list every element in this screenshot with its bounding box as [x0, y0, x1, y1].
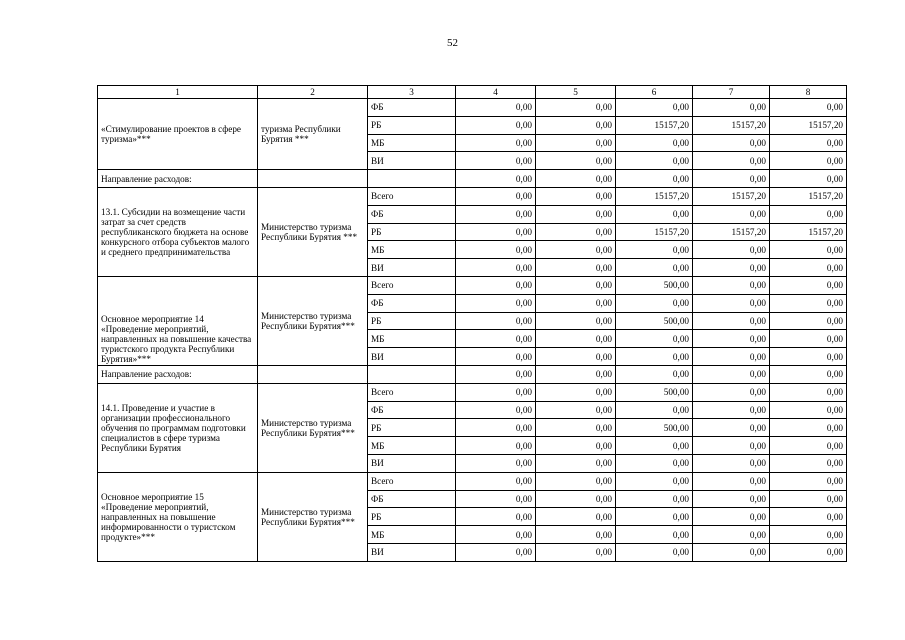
funding-source: РБ — [368, 419, 456, 437]
value-cell: 0,00 — [693, 276, 770, 294]
value-cell: 0,00 — [693, 152, 770, 170]
value-cell: 0,00 — [536, 134, 616, 152]
value-cell: 15157,20 — [693, 187, 770, 205]
activity-name: 13.1. Субсидии на возмещение части затрат за счет средств республиканского бюджета на основе конкурсного отбора субъектов малого и среднего предпринимательства — [98, 187, 258, 276]
value-cell: 0,00 — [536, 276, 616, 294]
value-cell: 0,00 — [693, 170, 770, 188]
funding-source: МБ — [368, 437, 456, 455]
table-row — [98, 99, 847, 117]
value-cell: 0,00 — [770, 134, 847, 152]
executor-cell — [258, 170, 368, 188]
executor-name: Министерство туризма Республики Бурятия*** — [258, 472, 368, 561]
funding-source: ВИ — [368, 348, 456, 366]
funding-source: МБ — [368, 526, 456, 544]
value-cell: 500,00 — [616, 312, 693, 330]
value-cell: 0,00 — [536, 508, 616, 526]
value-cell: 0,00 — [616, 99, 693, 117]
value-cell: 0,00 — [456, 472, 536, 490]
header-cell: 7 — [693, 86, 770, 99]
value-cell: 0,00 — [693, 205, 770, 223]
value-cell: 0,00 — [456, 508, 536, 526]
funding-source: Всего — [368, 187, 456, 205]
value-cell: 0,00 — [616, 526, 693, 544]
source-cell — [368, 170, 456, 188]
value-cell: 0,00 — [693, 330, 770, 348]
value-cell: 0,00 — [693, 437, 770, 455]
value-cell: 0,00 — [693, 543, 770, 561]
value-cell: 0,00 — [693, 419, 770, 437]
value-cell: 0,00 — [536, 383, 616, 401]
funding-source: ФБ — [368, 99, 456, 117]
header-cell: 2 — [258, 86, 368, 99]
value-cell: 0,00 — [616, 152, 693, 170]
value-cell: 0,00 — [770, 383, 847, 401]
value-cell: 0,00 — [770, 365, 847, 383]
value-cell: 0,00 — [693, 508, 770, 526]
value-cell: 0,00 — [536, 223, 616, 241]
header-cell: 4 — [456, 86, 536, 99]
page-number: 52 — [447, 37, 458, 49]
value-cell: 0,00 — [536, 170, 616, 188]
funding-source: МБ — [368, 134, 456, 152]
value-cell: 0,00 — [770, 526, 847, 544]
value-cell: 0,00 — [456, 259, 536, 277]
funding-source: ВИ — [368, 543, 456, 561]
value-cell: 0,00 — [693, 294, 770, 312]
executor-name: Министерство туризма Республики Бурятия *** — [258, 187, 368, 276]
funding-source: Всего — [368, 472, 456, 490]
value-cell: 0,00 — [770, 241, 847, 259]
value-cell: 0,00 — [536, 259, 616, 277]
executor-cell — [258, 365, 368, 383]
value-cell: 0,00 — [616, 490, 693, 508]
funding-source: Всего — [368, 276, 456, 294]
value-cell: 0,00 — [456, 223, 536, 241]
funding-source: РБ — [368, 508, 456, 526]
activity-name: Основное мероприятие 14 «Проведение мероприятий, направленных на повышение качества туристского продукта Республики Бурятия»*** — [98, 276, 258, 365]
value-cell: 0,00 — [456, 401, 536, 419]
value-cell: 0,00 — [536, 205, 616, 223]
value-cell: 0,00 — [770, 205, 847, 223]
funding-source: ВИ — [368, 454, 456, 472]
value-cell: 0,00 — [536, 152, 616, 170]
value-cell: 0,00 — [770, 543, 847, 561]
value-cell: 0,00 — [770, 472, 847, 490]
value-cell: 0,00 — [616, 437, 693, 455]
activity-name: «Стимулирование проектов в сфере туризма»*** — [98, 99, 258, 170]
value-cell: 0,00 — [616, 170, 693, 188]
value-cell: 0,00 — [536, 472, 616, 490]
value-cell: 0,00 — [536, 330, 616, 348]
value-cell: 0,00 — [456, 116, 536, 134]
value-cell: 0,00 — [770, 294, 847, 312]
value-cell: 0,00 — [616, 330, 693, 348]
value-cell: 0,00 — [616, 365, 693, 383]
activity-name: Основное мероприятие 15 «Проведение мероприятий, направленных на повышение информированности о туристском продукте»*** — [98, 472, 258, 561]
value-cell: 15157,20 — [616, 187, 693, 205]
value-cell: 0,00 — [693, 454, 770, 472]
value-cell: 0,00 — [770, 437, 847, 455]
header-cell: 8 — [770, 86, 847, 99]
value-cell: 0,00 — [456, 312, 536, 330]
value-cell: 0,00 — [616, 508, 693, 526]
value-cell: 15157,20 — [616, 223, 693, 241]
value-cell: 0,00 — [456, 543, 536, 561]
value-cell: 0,00 — [536, 419, 616, 437]
header-cell: 6 — [616, 86, 693, 99]
value-cell: 0,00 — [770, 490, 847, 508]
value-cell: 0,00 — [456, 419, 536, 437]
value-cell: 0,00 — [536, 365, 616, 383]
budget-table — [97, 85, 847, 562]
value-cell: 0,00 — [456, 152, 536, 170]
value-cell: 0,00 — [693, 259, 770, 277]
direction-row — [98, 365, 847, 383]
value-cell: 0,00 — [770, 276, 847, 294]
value-cell: 0,00 — [616, 472, 693, 490]
header-cell: 5 — [536, 86, 616, 99]
direction-row — [98, 170, 847, 188]
value-cell: 0,00 — [456, 526, 536, 544]
value-cell: 0,00 — [616, 454, 693, 472]
funding-source: РБ — [368, 223, 456, 241]
table-row — [98, 472, 847, 490]
value-cell: 0,00 — [770, 454, 847, 472]
executor-name: Министерство туризма Республики Бурятия*** — [258, 383, 368, 472]
value-cell: 0,00 — [456, 383, 536, 401]
value-cell: 0,00 — [770, 508, 847, 526]
value-cell: 0,00 — [536, 437, 616, 455]
executor-name: Министерство туризма Республики Бурятия*** — [258, 276, 368, 365]
funding-source: РБ — [368, 116, 456, 134]
value-cell: 0,00 — [456, 490, 536, 508]
source-cell — [368, 365, 456, 383]
value-cell: 0,00 — [456, 365, 536, 383]
funding-source: ВИ — [368, 259, 456, 277]
value-cell: 0,00 — [456, 187, 536, 205]
value-cell: 0,00 — [693, 383, 770, 401]
direction-label: Направление расходов: — [98, 170, 258, 188]
value-cell: 0,00 — [616, 401, 693, 419]
value-cell: 0,00 — [456, 99, 536, 117]
funding-source: ФБ — [368, 294, 456, 312]
value-cell: 0,00 — [693, 134, 770, 152]
value-cell: 0,00 — [456, 437, 536, 455]
value-cell: 0,00 — [770, 330, 847, 348]
value-cell: 0,00 — [456, 205, 536, 223]
value-cell: 15157,20 — [770, 187, 847, 205]
value-cell: 0,00 — [693, 99, 770, 117]
funding-source: Всего — [368, 383, 456, 401]
value-cell: 15157,20 — [693, 223, 770, 241]
funding-source: ВИ — [368, 152, 456, 170]
value-cell: 500,00 — [616, 383, 693, 401]
value-cell: 0,00 — [693, 348, 770, 366]
value-cell: 0,00 — [456, 294, 536, 312]
value-cell: 0,00 — [693, 365, 770, 383]
value-cell: 0,00 — [456, 170, 536, 188]
value-cell: 0,00 — [693, 490, 770, 508]
funding-source: ФБ — [368, 401, 456, 419]
value-cell: 15157,20 — [616, 116, 693, 134]
executor-name: туризма Республики Бурятия *** — [258, 99, 368, 170]
value-cell: 0,00 — [536, 241, 616, 259]
funding-source: ФБ — [368, 490, 456, 508]
value-cell: 0,00 — [693, 526, 770, 544]
value-cell: 500,00 — [616, 419, 693, 437]
value-cell: 0,00 — [456, 276, 536, 294]
value-cell: 0,00 — [770, 170, 847, 188]
header-cell: 1 — [98, 86, 258, 99]
value-cell: 0,00 — [616, 205, 693, 223]
value-cell: 0,00 — [536, 348, 616, 366]
value-cell: 0,00 — [536, 543, 616, 561]
value-cell: 500,00 — [616, 276, 693, 294]
value-cell: 0,00 — [456, 330, 536, 348]
value-cell: 0,00 — [616, 241, 693, 259]
value-cell: 0,00 — [616, 294, 693, 312]
value-cell: 15157,20 — [770, 223, 847, 241]
header-row — [98, 86, 847, 99]
value-cell: 0,00 — [616, 259, 693, 277]
value-cell: 0,00 — [770, 401, 847, 419]
value-cell: 0,00 — [770, 312, 847, 330]
funding-source: МБ — [368, 241, 456, 259]
activity-name: 14.1. Проведение и участие в организации профессионального обучения по программам подготовки специалистов в сфере туризма Республики Бурятия — [98, 383, 258, 472]
value-cell: 0,00 — [536, 99, 616, 117]
table-row — [98, 187, 847, 205]
value-cell: 0,00 — [770, 419, 847, 437]
value-cell: 0,00 — [536, 116, 616, 134]
value-cell: 0,00 — [536, 401, 616, 419]
value-cell: 15157,20 — [693, 116, 770, 134]
value-cell: 15157,20 — [770, 116, 847, 134]
value-cell: 0,00 — [456, 241, 536, 259]
funding-source: ФБ — [368, 205, 456, 223]
value-cell: 0,00 — [536, 490, 616, 508]
value-cell: 0,00 — [536, 454, 616, 472]
value-cell: 0,00 — [693, 472, 770, 490]
value-cell: 0,00 — [693, 401, 770, 419]
direction-label: Направление расходов: — [98, 365, 258, 383]
value-cell: 0,00 — [770, 259, 847, 277]
value-cell: 0,00 — [536, 187, 616, 205]
value-cell: 0,00 — [616, 348, 693, 366]
value-cell: 0,00 — [693, 241, 770, 259]
value-cell: 0,00 — [536, 294, 616, 312]
funding-source: МБ — [368, 330, 456, 348]
value-cell: 0,00 — [456, 134, 536, 152]
funding-source: РБ — [368, 312, 456, 330]
value-cell: 0,00 — [456, 454, 536, 472]
value-cell: 0,00 — [770, 152, 847, 170]
value-cell: 0,00 — [536, 526, 616, 544]
value-cell: 0,00 — [456, 348, 536, 366]
value-cell: 0,00 — [536, 312, 616, 330]
table-row — [98, 276, 847, 294]
value-cell: 0,00 — [770, 99, 847, 117]
table-row — [98, 383, 847, 401]
value-cell: 0,00 — [693, 312, 770, 330]
header-cell: 3 — [368, 86, 456, 99]
value-cell: 0,00 — [616, 134, 693, 152]
value-cell: 0,00 — [616, 543, 693, 561]
value-cell: 0,00 — [770, 348, 847, 366]
